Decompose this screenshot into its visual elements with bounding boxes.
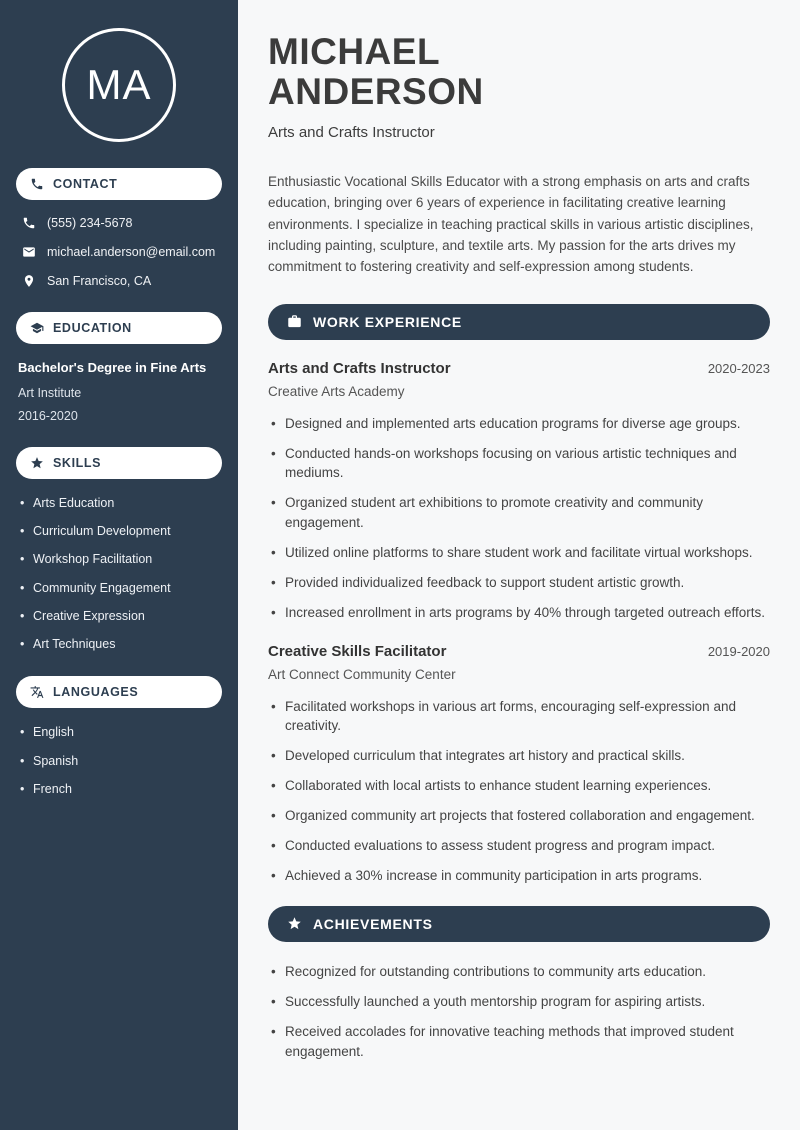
- translate-icon: [30, 685, 44, 699]
- contact-location: San Francisco, CA: [47, 274, 152, 288]
- skills-section-title: SKILLS: [53, 455, 102, 470]
- work-experience-title: WORK EXPERIENCE: [313, 313, 462, 330]
- experience-bullet: • Increased enrollment in arts programs by 40% through targeted outreach efforts.: [268, 603, 770, 623]
- achievements-banner: [268, 906, 770, 942]
- experience-bullet: • Organized student art exhibitions to promote creativity and community engagement.: [268, 493, 770, 532]
- phone-icon: [30, 177, 44, 191]
- education-school: Art Institute: [18, 385, 82, 400]
- mail-icon: [22, 245, 36, 259]
- job-dates: 2019-2020: [707, 643, 770, 659]
- languages-section-header: [16, 676, 222, 708]
- experience-bullet: • Achieved a 30% increase in community participation in arts programs.: [268, 866, 770, 886]
- summary-paragraph: Enthusiastic Vocational Skills Educator with a strong emphasis on arts and crafts education, bringing over 6 years of experience in facilitating creative learning environments. I specialize in teaching practical skills in various artistic disciplines, including painting, sculpture, and textile arts. My passion for the arts drives my commitment to fostering creativity and self-expression among students.: [268, 173, 754, 275]
- experience-bullet: • Organized community art projects that fostered collaboration and engagement.: [268, 806, 770, 826]
- contact-phone: (555) 234-5678: [47, 216, 133, 230]
- resume-sidebar: [0, 0, 238, 1130]
- avatar: [62, 28, 176, 142]
- person-name: MICHAEL ANDERSON: [268, 31, 484, 112]
- job-header: [268, 360, 770, 377]
- work-experience-banner: [268, 304, 770, 340]
- phone-icon: [22, 216, 36, 230]
- star-icon: [30, 456, 44, 470]
- skills-list: [16, 495, 222, 653]
- experience-bullet: • Conducted hands-on workshops focusing on various artistic techniques and mediums.: [268, 444, 770, 483]
- education-section-header: [16, 312, 222, 344]
- education-years: 2016-2020: [18, 408, 78, 423]
- languages-section-title: LANGUAGES: [53, 685, 139, 700]
- job-dates: 2020-2023: [707, 360, 770, 376]
- achievements-title: ACHIEVEMENTS: [313, 915, 433, 932]
- experience-bullet: • Designed and implemented arts education programs for diverse age groups.: [268, 414, 770, 434]
- education-degree: Bachelor's Degree in Fine Arts: [18, 360, 207, 375]
- job-company: Art Connect Community Center: [268, 666, 456, 682]
- location-pin-icon: [22, 274, 36, 288]
- skill-item: • Creative Expression: [20, 608, 222, 624]
- skills-section-header: [16, 447, 222, 479]
- achievements-list: [268, 962, 770, 1061]
- job-role: Arts and Crafts Instructor: [268, 359, 451, 377]
- job-role: Creative Skills Facilitator: [268, 642, 447, 660]
- contact-location-row: [22, 274, 222, 288]
- achievement-bullet: • Received accolades for innovative teaching methods that improved student engagement.: [268, 1022, 770, 1061]
- contact-section-header: [16, 168, 222, 200]
- person-job-title: Arts and Crafts Instructor: [268, 123, 435, 141]
- skill-item: • Workshop Facilitation: [20, 551, 222, 567]
- language-item: • English: [20, 724, 222, 740]
- achievement-bullet: • Successfully launched a youth mentorship program for aspiring artists.: [268, 992, 770, 1012]
- star-icon: [287, 916, 302, 931]
- language-item: • Spanish: [20, 753, 222, 769]
- education-section-title: EDUCATION: [53, 321, 132, 335]
- contact-phone-row: [22, 216, 222, 230]
- avatar-initials: MA: [86, 61, 152, 108]
- experience-bullet: • Utilized online platforms to share student work and facilitate virtual workshops.: [268, 543, 770, 563]
- experience-bullet: • Provided individualized feedback to support student artistic growth.: [268, 573, 770, 593]
- skill-item: • Curriculum Development: [20, 523, 222, 539]
- experience-bullet: • Collaborated with local artists to enhance student learning experiences.: [268, 776, 770, 796]
- achievement-bullet: • Recognized for outstanding contributions to community arts education.: [268, 962, 770, 982]
- languages-list: [16, 724, 222, 797]
- experience-entry: [268, 360, 770, 623]
- job-header: [268, 643, 770, 660]
- briefcase-icon: [287, 314, 302, 329]
- experience-entry: [268, 643, 770, 886]
- job-bullet-list: [268, 414, 770, 623]
- experience-bullet: • Conducted evaluations to assess student progress and program impact.: [268, 836, 770, 856]
- language-item: • French: [20, 781, 222, 797]
- contact-section-title: CONTACT: [53, 177, 118, 191]
- skill-item: • Art Techniques: [20, 636, 222, 652]
- experience-bullet: • Developed curriculum that integrates art history and practical skills.: [268, 746, 770, 766]
- skill-item: • Community Engagement: [20, 580, 222, 596]
- avatar-wrap: [16, 28, 222, 142]
- resume-main: [238, 0, 800, 1130]
- graduation-cap-icon: [30, 321, 44, 335]
- skill-item: • Arts Education: [20, 495, 222, 511]
- contact-email-row: [22, 245, 222, 259]
- experience-bullet: • Facilitated workshops in various art forms, encouraging self-expression and creativity.: [268, 697, 770, 736]
- job-bullet-list: [268, 697, 770, 886]
- job-company: Creative Arts Academy: [268, 383, 405, 399]
- contact-email: michael.anderson@email.com: [47, 245, 216, 259]
